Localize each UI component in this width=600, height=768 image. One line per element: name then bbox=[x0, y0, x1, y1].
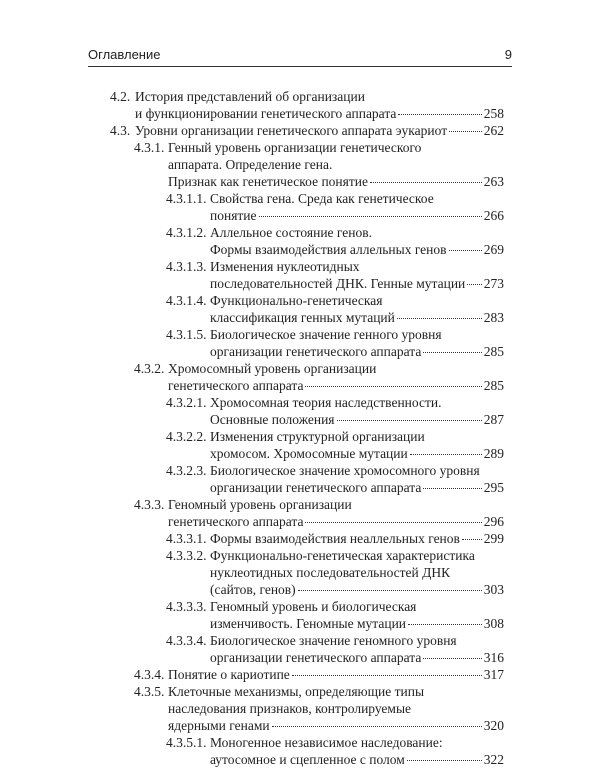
toc-entry-title: аппарата. Определение гена. bbox=[168, 157, 333, 172]
toc-entry-number: 4.3.1. bbox=[134, 140, 165, 155]
toc-entry[interactable] bbox=[0, 360, 600, 394]
toc-entry-page: 317 bbox=[483, 667, 504, 682]
toc-entry-page: 308 bbox=[483, 616, 504, 631]
toc-entry-title: Изменения структурной организации bbox=[210, 429, 425, 444]
toc-entry-page: 283 bbox=[483, 310, 504, 325]
toc-entry-title: Моногенное независимое наследование: bbox=[210, 735, 443, 750]
dot-leader bbox=[423, 352, 481, 353]
dot-leader bbox=[259, 216, 482, 217]
dot-leader bbox=[462, 539, 482, 540]
toc-entry-page: 266 bbox=[483, 208, 504, 223]
toc-entry-title: Свойства гена. Среда как генетическое bbox=[210, 191, 434, 206]
toc-entry[interactable] bbox=[0, 292, 600, 326]
header-title: Оглавление bbox=[88, 47, 161, 62]
toc-entry-title: Хромосомная теория наследственности. bbox=[210, 395, 442, 410]
toc-entry-page: 299 bbox=[483, 531, 504, 546]
toc-entry-title: генетического аппарата bbox=[168, 514, 304, 529]
toc-entry-title: организации генетического аппарата bbox=[210, 650, 422, 665]
toc-entry-page: 322 bbox=[483, 752, 504, 767]
toc-entry-title: Геномный уровень и биологическая bbox=[210, 599, 417, 614]
toc-entry[interactable] bbox=[0, 88, 600, 122]
toc-entry-number: 4.3.1.5. bbox=[166, 327, 207, 342]
toc-entry[interactable] bbox=[0, 394, 600, 428]
toc-entry[interactable] bbox=[0, 326, 600, 360]
dot-leader bbox=[292, 675, 482, 676]
toc-entry-title: классификация генных мутаций bbox=[210, 310, 395, 325]
toc-entry-title: Понятие о кариотипе bbox=[168, 667, 290, 682]
toc-entry-title: Клеточные механизмы, определяющие типы bbox=[168, 684, 425, 699]
toc-entry[interactable] bbox=[0, 632, 600, 666]
dot-leader bbox=[398, 114, 481, 115]
toc-entry[interactable] bbox=[0, 547, 600, 598]
dot-leader bbox=[408, 624, 482, 625]
dot-leader bbox=[423, 488, 481, 489]
dot-leader bbox=[410, 454, 482, 455]
toc-entry-page: 262 bbox=[483, 123, 504, 138]
dot-leader bbox=[467, 284, 481, 285]
toc-entry-title: Признак как генетическое понятие bbox=[168, 174, 368, 189]
toc-entry-title: хромосом. Хромосомные мутации bbox=[210, 446, 408, 461]
toc-entry-number: 4.3.2. bbox=[134, 361, 165, 376]
toc-entry-number: 4.3.2.2. bbox=[166, 429, 207, 444]
toc-entry-number: 4.3.3. bbox=[134, 497, 165, 512]
toc-entry-title: Аллельное состояние генов. bbox=[210, 225, 372, 240]
toc-entry[interactable] bbox=[0, 122, 600, 139]
toc-entry-title: Функционально-генетическая bbox=[210, 293, 383, 308]
dot-leader bbox=[449, 131, 482, 132]
dot-leader bbox=[423, 658, 481, 659]
toc-entry-page: 285 bbox=[483, 378, 504, 393]
toc-entry-title: нуклеотидных последовательностей ДНК bbox=[210, 565, 451, 580]
toc-entry-number: 4.3.2.3. bbox=[166, 463, 207, 478]
toc-entry[interactable] bbox=[0, 683, 600, 734]
toc-entry-title: генетического аппарата bbox=[168, 378, 304, 393]
toc-entry-number: 4.2. bbox=[110, 89, 131, 104]
toc-entry-title: изменчивость. Геномные мутации bbox=[210, 616, 407, 631]
dot-leader bbox=[272, 726, 482, 727]
toc-entry-title: организации генетического аппарата bbox=[210, 480, 422, 495]
toc-entry-page: 269 bbox=[483, 242, 504, 257]
toc-entry[interactable] bbox=[0, 462, 600, 496]
toc-entry-title: последовательностей ДНК. Генные мутации bbox=[210, 276, 466, 291]
toc-entry-page: 303 bbox=[483, 582, 504, 597]
toc-entry-number: 4.3.1.1. bbox=[166, 191, 207, 206]
toc-entry-title: и функционировании генетического аппарата bbox=[135, 106, 397, 121]
toc-entry-page: 258 bbox=[483, 106, 504, 121]
toc-entry-number: 4.3.1.2. bbox=[166, 225, 207, 240]
toc-entry-title: Формы взаимодействия неаллельных генов bbox=[210, 531, 460, 546]
dot-leader bbox=[370, 182, 482, 183]
toc-entry[interactable] bbox=[0, 258, 600, 292]
toc-entry[interactable] bbox=[0, 224, 600, 258]
toc-entry-number: 4.3.3.4. bbox=[166, 633, 207, 648]
toc-entry-title: Биологическое значение геномного уровня bbox=[210, 633, 457, 648]
dot-leader bbox=[407, 760, 482, 761]
toc-entry-number: 4.3.5. bbox=[134, 684, 165, 699]
dot-leader bbox=[298, 590, 482, 591]
toc-entry[interactable] bbox=[0, 139, 600, 190]
toc-entry[interactable] bbox=[0, 428, 600, 462]
toc-entry-title: История представлений об организации bbox=[135, 89, 365, 104]
toc-entry-number: 4.3.2.1. bbox=[166, 395, 207, 410]
toc-entry-title: Генный уровень организации генетического bbox=[168, 140, 422, 155]
toc-entry-title: Уровни организации генетического аппарата эукариот bbox=[135, 123, 448, 138]
dot-leader bbox=[337, 420, 482, 421]
toc-entry-number: 4.3.4. bbox=[134, 667, 165, 682]
toc-entry-number: 4.3.5.1. bbox=[166, 735, 207, 750]
toc-entry-number: 4.3.3.3. bbox=[166, 599, 207, 614]
toc-entry-page: 320 bbox=[483, 718, 504, 733]
toc-entry-title: Геномный уровень организации bbox=[168, 497, 352, 512]
toc-entry-page: 287 bbox=[483, 412, 504, 427]
toc-entry-title: Основные положения bbox=[210, 412, 335, 427]
dot-leader bbox=[305, 522, 481, 523]
toc-entry[interactable] bbox=[0, 530, 600, 547]
toc-entry-number: 4.3.3.2. bbox=[166, 548, 207, 563]
toc-entry-number: 4.3.3.1. bbox=[166, 531, 207, 546]
table-of-contents bbox=[0, 88, 600, 768]
toc-entry-page: 296 bbox=[483, 514, 504, 529]
toc-entry-title: (сайтов, генов) bbox=[210, 582, 296, 597]
toc-entry-title: организации генетического аппарата bbox=[210, 344, 422, 359]
toc-entry-page: 289 bbox=[483, 446, 504, 461]
toc-entry-number: 4.3.1.4. bbox=[166, 293, 207, 308]
toc-entry-page: 285 bbox=[483, 344, 504, 359]
toc-entry-number: 4.3. bbox=[110, 123, 131, 138]
dot-leader bbox=[449, 250, 482, 251]
toc-entry-page: 295 bbox=[483, 480, 504, 495]
toc-entry[interactable] bbox=[0, 734, 600, 768]
toc-entry-page: 316 bbox=[483, 650, 504, 665]
running-header bbox=[88, 46, 512, 67]
toc-entry-title: Изменения нуклеотидных bbox=[210, 259, 360, 274]
toc-entry-page: 263 bbox=[483, 174, 504, 189]
header-page-number: 9 bbox=[504, 47, 512, 62]
toc-entry-title: Биологическое значение генного уровня bbox=[210, 327, 442, 342]
toc-entry-title: Функционально-генетическая характеристика bbox=[210, 548, 475, 563]
toc-entry-title: Хромосомный уровень организации bbox=[168, 361, 377, 376]
toc-entry-title: ядерными генами bbox=[168, 718, 270, 733]
toc-entry[interactable] bbox=[0, 666, 600, 683]
dot-leader bbox=[305, 386, 481, 387]
toc-entry[interactable] bbox=[0, 496, 600, 530]
toc-entry-title: аутосомное и сцепленное с полом bbox=[210, 752, 405, 767]
toc-entry-number: 4.3.1.3. bbox=[166, 259, 207, 274]
toc-entry-title: Формы взаимодействия аллельных генов bbox=[210, 242, 447, 257]
dot-leader bbox=[397, 318, 482, 319]
toc-entry-title: наследования признаков, контролируемые bbox=[168, 701, 412, 716]
toc-entry[interactable] bbox=[0, 598, 600, 632]
toc-entry-title: понятие bbox=[210, 208, 257, 223]
toc-entry-title: Биологическое значение хромосомного уровня bbox=[210, 463, 480, 478]
toc-entry[interactable] bbox=[0, 190, 600, 224]
toc-entry-page: 273 bbox=[483, 276, 504, 291]
